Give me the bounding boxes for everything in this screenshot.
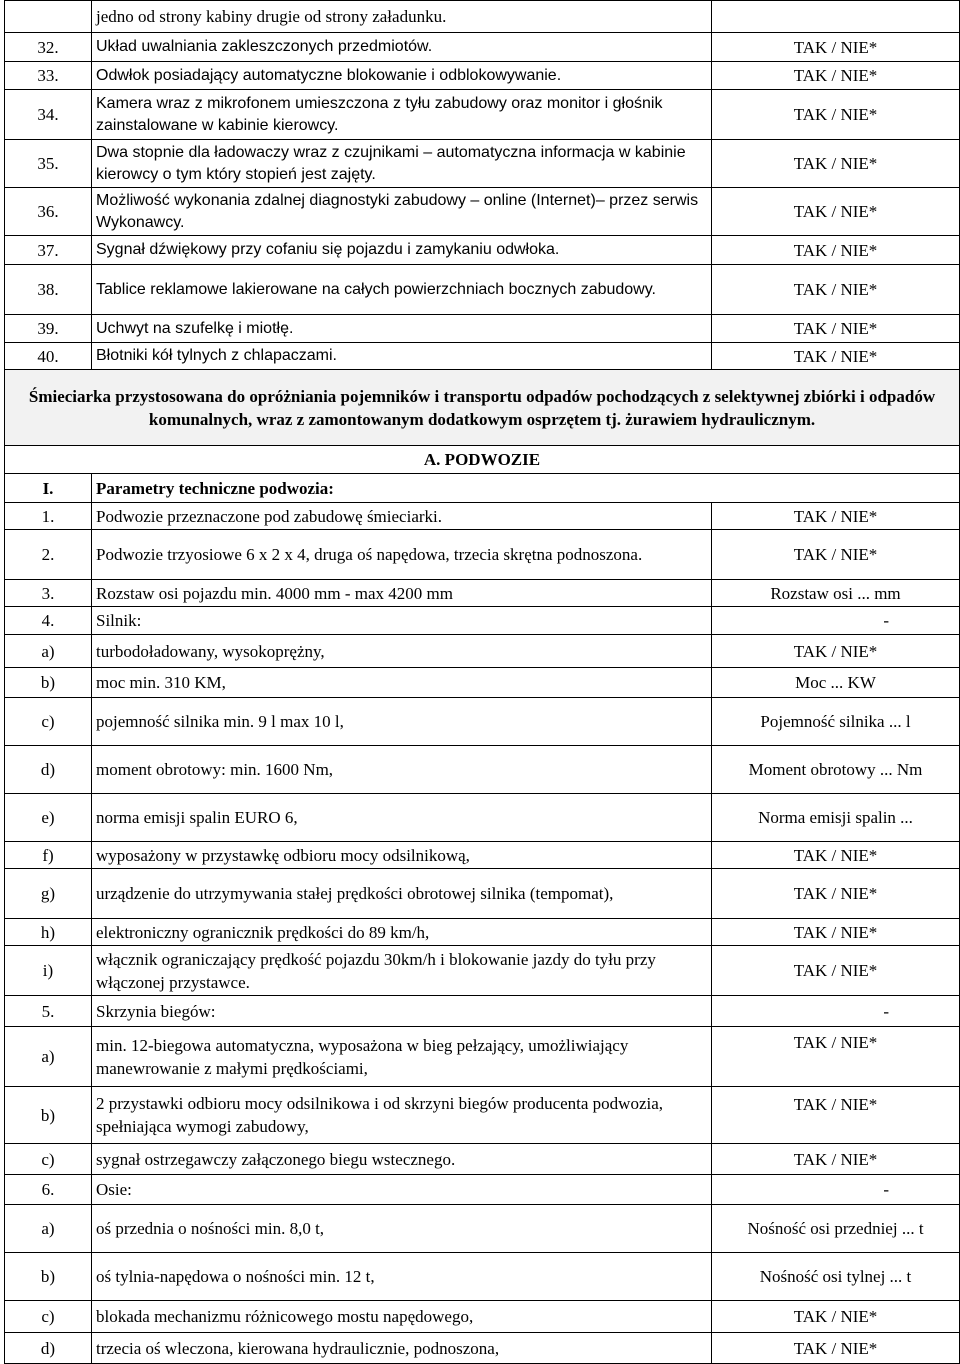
- row-value: Pojemność silnika ... l: [712, 698, 960, 746]
- table-row: [5, 188, 960, 236]
- row-value: [712, 1, 960, 33]
- row-value: Moment obrotowy ... Nm: [712, 746, 960, 794]
- row-value: -: [712, 607, 960, 635]
- row-number: 40.: [5, 343, 92, 370]
- subsection-row: [5, 446, 960, 474]
- row-number: d): [5, 746, 92, 794]
- row-text: blokada mechanizmu różnicowego mostu napędowego,: [92, 1301, 712, 1333]
- row-text: pojemność silnika min. 9 l max 10 l,: [92, 698, 712, 746]
- row-number: a): [5, 1027, 92, 1087]
- row-text: min. 12-biegowa automatyczna, wyposażona w bieg pełzający, umożliwiający manewrowanie z małymi prędkościami,: [92, 1027, 712, 1087]
- row-value: TAK / NIE*: [712, 1087, 960, 1144]
- row-value: TAK / NIE*: [712, 62, 960, 90]
- row-number: g): [5, 869, 92, 919]
- table-row: [5, 343, 960, 370]
- row-value: TAK / NIE*: [712, 33, 960, 62]
- table-row: [5, 607, 960, 635]
- row-value: TAK / NIE*: [712, 530, 960, 580]
- table-row: [5, 1144, 960, 1175]
- row-number: 5.: [5, 996, 92, 1027]
- row-value: Rozstaw osi ... mm: [712, 580, 960, 607]
- table-row: [5, 919, 960, 946]
- row-value: TAK / NIE*: [712, 236, 960, 265]
- row-text: moment obrotowy: min. 1600 Nm,: [92, 746, 712, 794]
- table-row: [5, 1301, 960, 1333]
- row-number: 37.: [5, 236, 92, 265]
- table-row: [5, 1253, 960, 1301]
- table-row: [5, 62, 960, 90]
- row-text: Możliwość wykonania zdalnej diagnostyki zabudowy – online (Internet)– przez serwis Wykonawcy.: [92, 188, 712, 236]
- row-number: [5, 1, 92, 33]
- row-value: Nośność osi tylnej ... t: [712, 1253, 960, 1301]
- group-title: Parametry techniczne podwozia:: [92, 474, 960, 503]
- row-text: Odwłok posiadający automatyczne blokowanie i odblokowywanie.: [92, 62, 712, 90]
- row-number: 36.: [5, 188, 92, 236]
- row-value: TAK / NIE*: [712, 140, 960, 188]
- row-text: Skrzynia biegów:: [92, 996, 712, 1027]
- row-number: 6.: [5, 1175, 92, 1205]
- table-row: [5, 1205, 960, 1253]
- row-text: włącznik ograniczający prędkość pojazdu 30km/h i blokowanie jazdy do tyłu przy włączonej przystawce.: [92, 946, 712, 996]
- row-value: TAK / NIE*: [712, 842, 960, 869]
- row-text: trzecia oś wleczona, kierowana hydraulicznie, podnoszona,: [92, 1333, 712, 1364]
- table-row: [5, 580, 960, 607]
- row-number: 35.: [5, 140, 92, 188]
- table-row: [5, 668, 960, 698]
- table-row: [5, 996, 960, 1027]
- table-row: [5, 1, 960, 33]
- row-value: TAK / NIE*: [712, 869, 960, 919]
- table-row: [5, 530, 960, 580]
- row-text: Sygnał dźwiękowy przy cofaniu się pojazdu i zamykaniu odwłoka.: [92, 236, 712, 265]
- row-text: sygnał ostrzegawczy załączonego biegu wstecznego.: [92, 1144, 712, 1175]
- row-text: elektroniczny ogranicznik prędkości do 89 km/h,: [92, 919, 712, 946]
- row-number: 4.: [5, 607, 92, 635]
- row-number: 3.: [5, 580, 92, 607]
- row-number: b): [5, 668, 92, 698]
- row-text: Podwozie trzyosiowe 6 x 2 x 4, druga oś napędowa, trzecia skrętna podnoszona.: [92, 530, 712, 580]
- table-row: [5, 1087, 960, 1144]
- spec-table: [4, 0, 960, 1364]
- row-text: Silnik:: [92, 607, 712, 635]
- table-row: [5, 33, 960, 62]
- section-title: Śmieciarka przystosowana do opróżniania pojemników i transportu odpadów pochodzących z selektywnej zbiórki i odpadów komunalnych, wraz z zamontowanym dodatkowym osprzętem tj. żurawiem hydraulicznym.: [5, 370, 960, 446]
- table-row: [5, 1175, 960, 1205]
- row-number: 33.: [5, 62, 92, 90]
- row-text: Osie:: [92, 1175, 712, 1205]
- table-row: [5, 698, 960, 746]
- row-value: TAK / NIE*: [712, 1301, 960, 1333]
- row-number: c): [5, 1301, 92, 1333]
- row-number: 39.: [5, 315, 92, 343]
- row-number: c): [5, 1144, 92, 1175]
- table-row: [5, 90, 960, 140]
- row-number: a): [5, 635, 92, 668]
- row-value: Moc ... KW: [712, 668, 960, 698]
- table-row: [5, 140, 960, 188]
- row-text: Uchwyt na szufelkę i miotłę.: [92, 315, 712, 343]
- row-value: -: [712, 1175, 960, 1205]
- table-row: [5, 746, 960, 794]
- row-value: TAK / NIE*: [712, 946, 960, 996]
- row-value: TAK / NIE*: [712, 1027, 960, 1087]
- row-value: -: [712, 996, 960, 1027]
- row-text: Błotniki kół tylnych z chlapaczami.: [92, 343, 712, 370]
- row-number: h): [5, 919, 92, 946]
- row-number: 1.: [5, 503, 92, 530]
- row-number: 2.: [5, 530, 92, 580]
- row-number: b): [5, 1253, 92, 1301]
- table-row: [5, 635, 960, 668]
- row-value: TAK / NIE*: [712, 1144, 960, 1175]
- row-number: f): [5, 842, 92, 869]
- row-value: TAK / NIE*: [712, 343, 960, 370]
- row-number: i): [5, 946, 92, 996]
- row-text: Kamera wraz z mikrofonem umieszczona z tyłu zabudowy oraz monitor i głośnik zainstalowane w kabinie kierowcy.: [92, 90, 712, 140]
- group-heading-row: [5, 474, 960, 503]
- row-text: Dwa stopnie dla ładowaczy wraz z czujnikami – automatyczna informacja w kabinie kierowcy o tym który stopień jest zajęty.: [92, 140, 712, 188]
- table-row: [5, 794, 960, 842]
- row-value: TAK / NIE*: [712, 315, 960, 343]
- row-text: 2 przystawki odbioru mocy odsilnikowa i od skrzyni biegów producenta podwozia, spełniająca wymogi zabudowy,: [92, 1087, 712, 1144]
- row-value: TAK / NIE*: [712, 188, 960, 236]
- section-row: [5, 370, 960, 446]
- row-text: Podwozie przeznaczone pod zabudowę śmieciarki.: [92, 503, 712, 530]
- row-number: 38.: [5, 265, 92, 315]
- row-number: 32.: [5, 33, 92, 62]
- row-text: turbodoładowany, wysokoprężny,: [92, 635, 712, 668]
- row-text: oś tylnia-napędowa o nośności min. 12 t,: [92, 1253, 712, 1301]
- row-value: Nośność osi przedniej ... t: [712, 1205, 960, 1253]
- row-number: a): [5, 1205, 92, 1253]
- table-row: [5, 503, 960, 530]
- table-row: [5, 265, 960, 315]
- row-value: Norma emisji spalin ...: [712, 794, 960, 842]
- row-value: TAK / NIE*: [712, 1333, 960, 1364]
- row-number: c): [5, 698, 92, 746]
- row-text: Tablice reklamowe lakierowane na całych powierzchniach bocznych zabudowy.: [92, 265, 712, 315]
- row-value: TAK / NIE*: [712, 635, 960, 668]
- row-text: jedno od strony kabiny drugie od strony załadunku.: [92, 1, 712, 33]
- row-text: norma emisji spalin EURO 6,: [92, 794, 712, 842]
- table-row: [5, 236, 960, 265]
- row-text: Rozstaw osi pojazdu min. 4000 mm - max 4200 mm: [92, 580, 712, 607]
- row-text: urządzenie do utrzymywania stałej prędkości obrotowej silnika (tempomat),: [92, 869, 712, 919]
- row-number: d): [5, 1333, 92, 1364]
- row-number: 34.: [5, 90, 92, 140]
- subsection-title: A. PODWOZIE: [5, 446, 960, 474]
- table-row: [5, 1027, 960, 1087]
- row-value: TAK / NIE*: [712, 265, 960, 315]
- row-number: b): [5, 1087, 92, 1144]
- table-row: [5, 869, 960, 919]
- table-row: [5, 842, 960, 869]
- table-row: [5, 315, 960, 343]
- row-value: TAK / NIE*: [712, 503, 960, 530]
- table-row: [5, 946, 960, 996]
- row-value: TAK / NIE*: [712, 90, 960, 140]
- table-row: [5, 1333, 960, 1364]
- row-text: Układ uwalniania zakleszczonych przedmiotów.: [92, 33, 712, 62]
- row-number: e): [5, 794, 92, 842]
- row-text: moc min. 310 KM,: [92, 668, 712, 698]
- row-text: wyposażony w przystawkę odbioru mocy odsilnikową,: [92, 842, 712, 869]
- row-text: oś przednia o nośności min. 8,0 t,: [92, 1205, 712, 1253]
- row-value: TAK / NIE*: [712, 919, 960, 946]
- group-number: I.: [5, 474, 92, 503]
